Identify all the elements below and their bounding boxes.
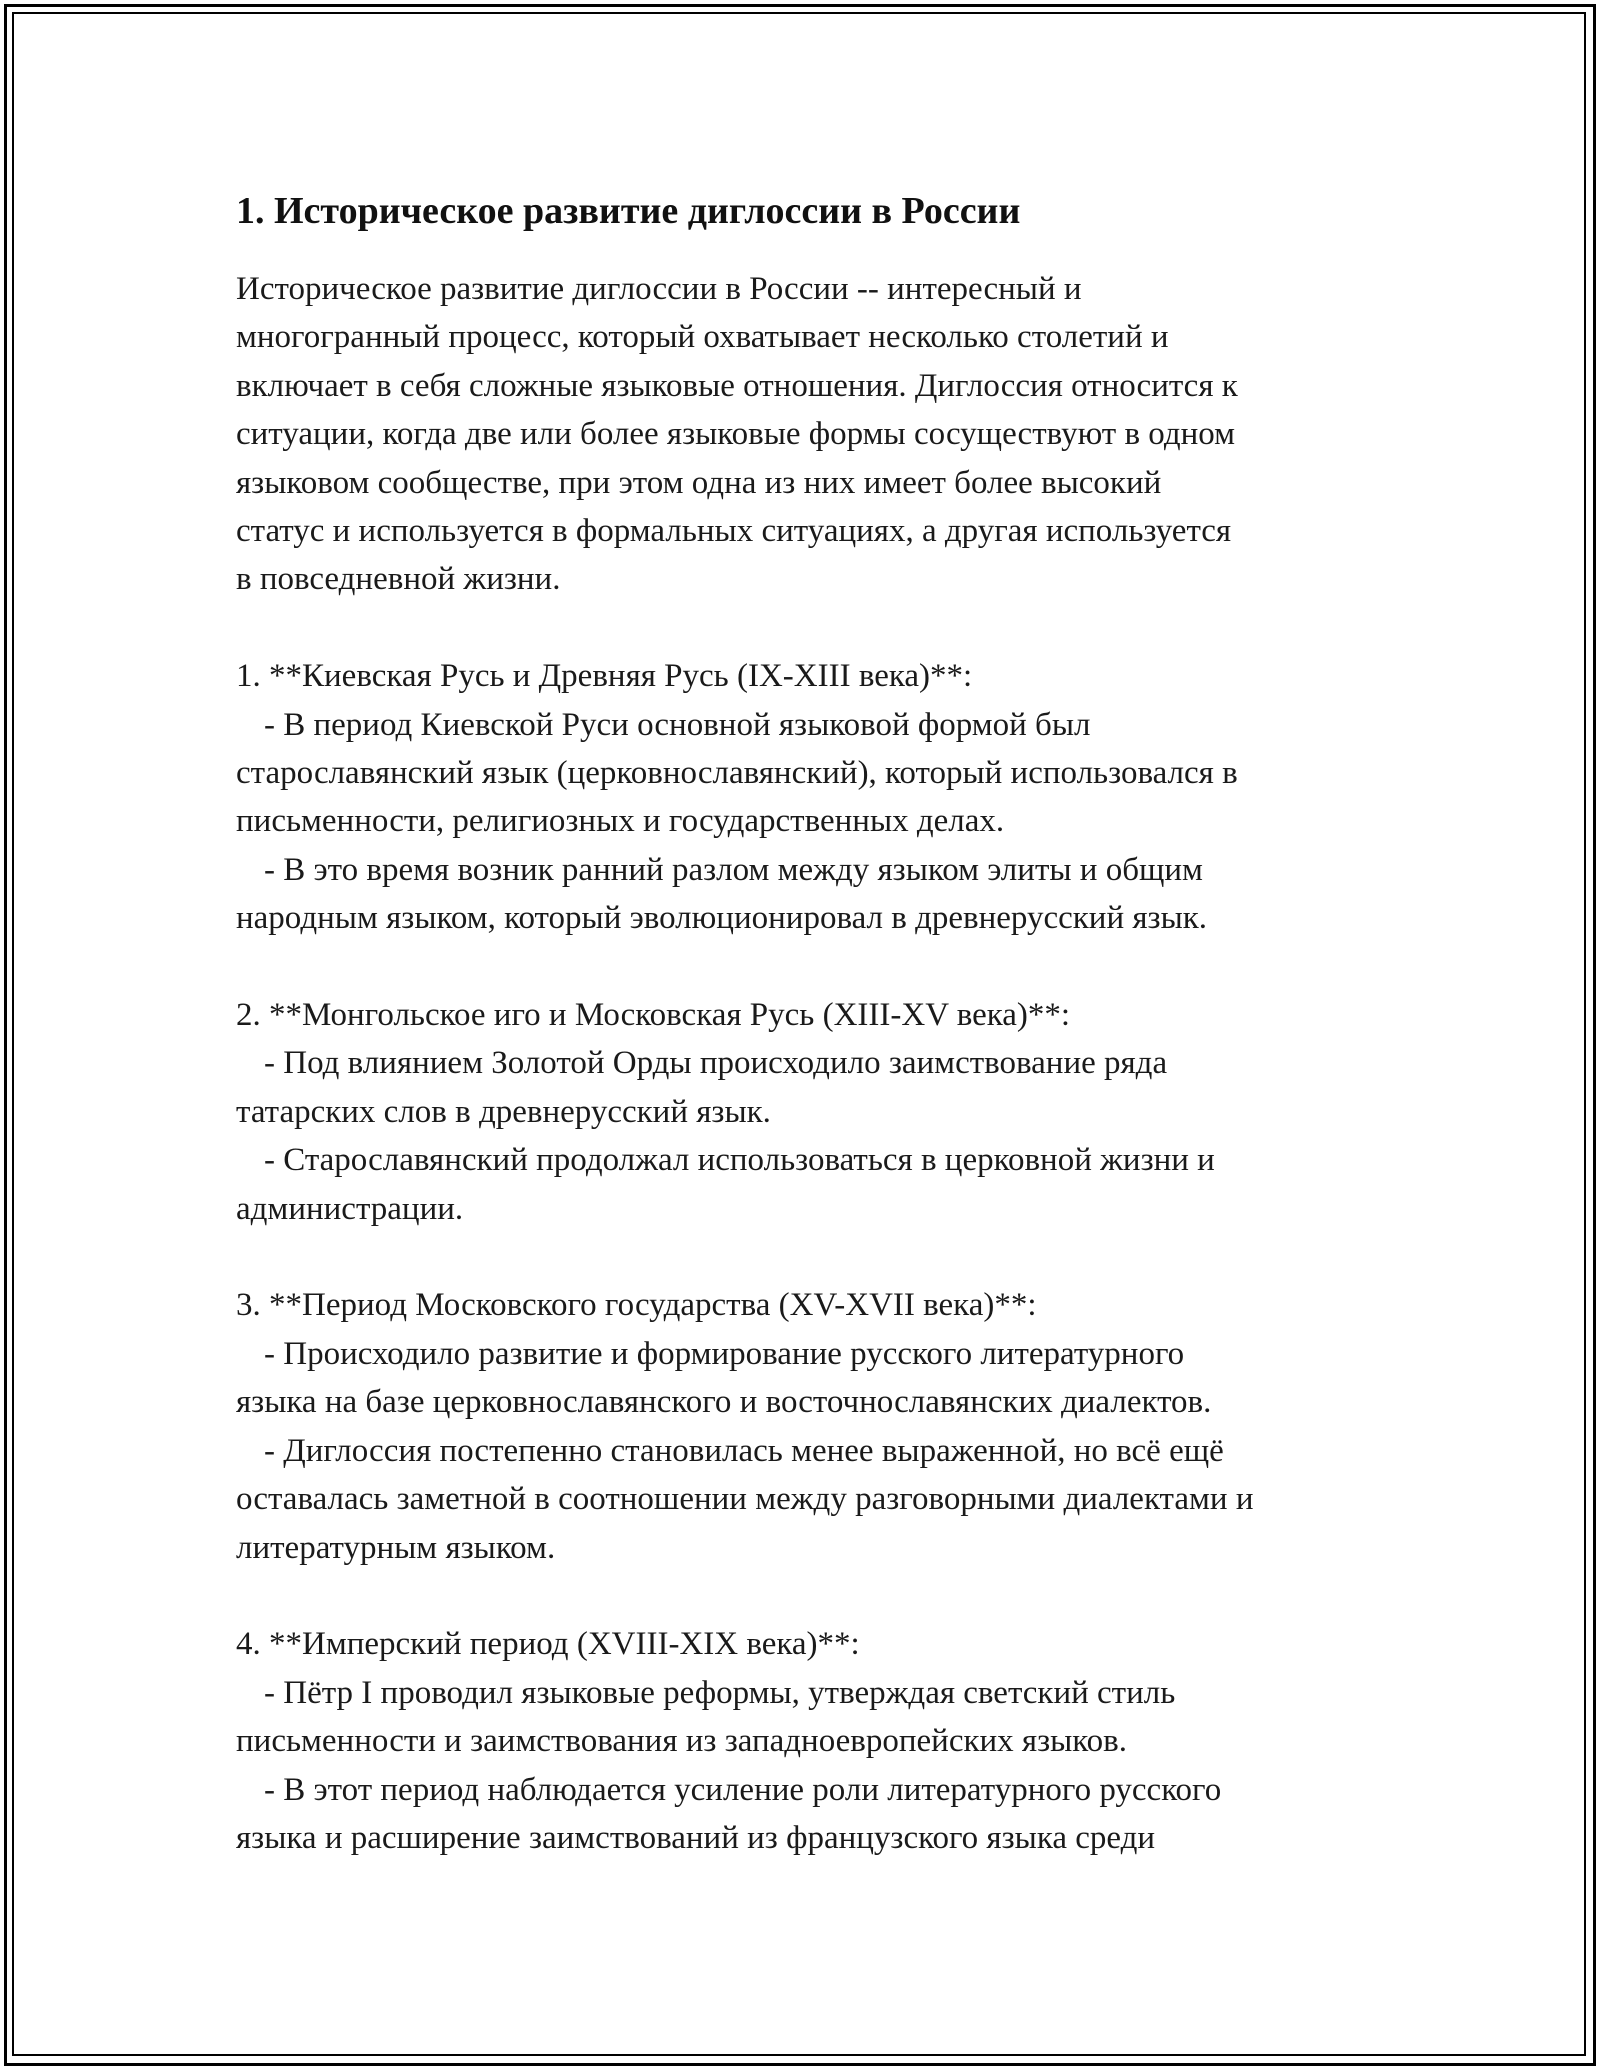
bullet-line: языка на базе церковнославянского и восточнославянских диалектов. xyxy=(236,1384,1212,1421)
intro-line: в повседневной жизни. xyxy=(236,561,561,598)
intro-paragraph xyxy=(236,265,1376,604)
intro-line: языковом сообществе, при этом одна из них имеет более высокий xyxy=(236,464,1162,501)
list-item-title: 3. **Период Московского государства (XV-XVII века)**: xyxy=(236,1287,1037,1324)
bullet-line: - Происходило развитие и формирование русского литературного xyxy=(264,1335,1185,1372)
bullet-line: - В период Киевской Руси основной языковой формой был xyxy=(264,706,1091,743)
intro-line: ситуации, когда две или более языковые формы сосуществуют в одном xyxy=(236,416,1236,453)
bullet-line: оставалась заметной в соотношении между разговорными диалектами и xyxy=(236,1481,1254,1518)
bullet-line: - Под влиянием Золотой Орды происходило заимствование ряда xyxy=(264,1045,1168,1082)
intro-line: многогранный процесс, который охватывает несколько столетий и xyxy=(236,319,1169,356)
bullet-line: старославянский язык (церковнославянский), который использовался в xyxy=(236,755,1238,792)
bullet-line: татарских слов в древнерусский язык. xyxy=(236,1093,771,1130)
intro-line: статус и используется в формальных ситуациях, а другая используется xyxy=(236,513,1232,550)
bullet-line: письменности, религиозных и государственных делах. xyxy=(236,803,1005,840)
document-body xyxy=(236,185,1376,1862)
intro-line: включает в себя сложные языковые отношения. Диглоссия относится к xyxy=(236,367,1238,404)
bullet-line: литературным языком. xyxy=(236,1529,556,1566)
list-item-title: 1. **Киевская Русь и Древняя Русь (IX-XIII века)**: xyxy=(236,658,973,695)
bullet-line: языка и расширение заимствований из французского языка среди xyxy=(236,1819,1156,1856)
bullet-line: - В этот период наблюдается усиление роли литературного русского xyxy=(264,1771,1222,1808)
bullet-line: администрации. xyxy=(236,1190,464,1227)
list-item-title: 4. **Имперский период (XVIII-XIX века)**: xyxy=(236,1626,860,1663)
bullet-line: - Пётр I проводил языковые реформы, утверждая светский стиль xyxy=(264,1674,1176,1711)
list-section xyxy=(236,1620,1376,1862)
intro-line: Историческое развитие диглоссии в России -- интересный и xyxy=(236,271,1082,307)
list-section xyxy=(236,1281,1376,1571)
list-section xyxy=(236,991,1376,1233)
list-item-title: 2. **Монгольское иго и Московская Русь (XIII-XV века)**: xyxy=(236,997,1071,1034)
bullet-line: письменности и заимствования из западноевропейских языков. xyxy=(236,1723,1127,1760)
section-heading: 1. Историческое развитие диглоссии в России xyxy=(236,190,1021,232)
bullet-line: - В это время возник ранний разлом между языком элиты и общим xyxy=(264,851,1203,888)
list-section xyxy=(236,652,1376,942)
bullet-line: - Старославянский продолжал использоваться в церковной жизни и xyxy=(264,1142,1215,1179)
bullet-line: народным языком, который эволюционировал в древнерусский язык. xyxy=(236,900,1208,937)
bullet-line: - Диглоссия постепенно становилась менее выраженной, но всё ещё xyxy=(264,1432,1224,1469)
